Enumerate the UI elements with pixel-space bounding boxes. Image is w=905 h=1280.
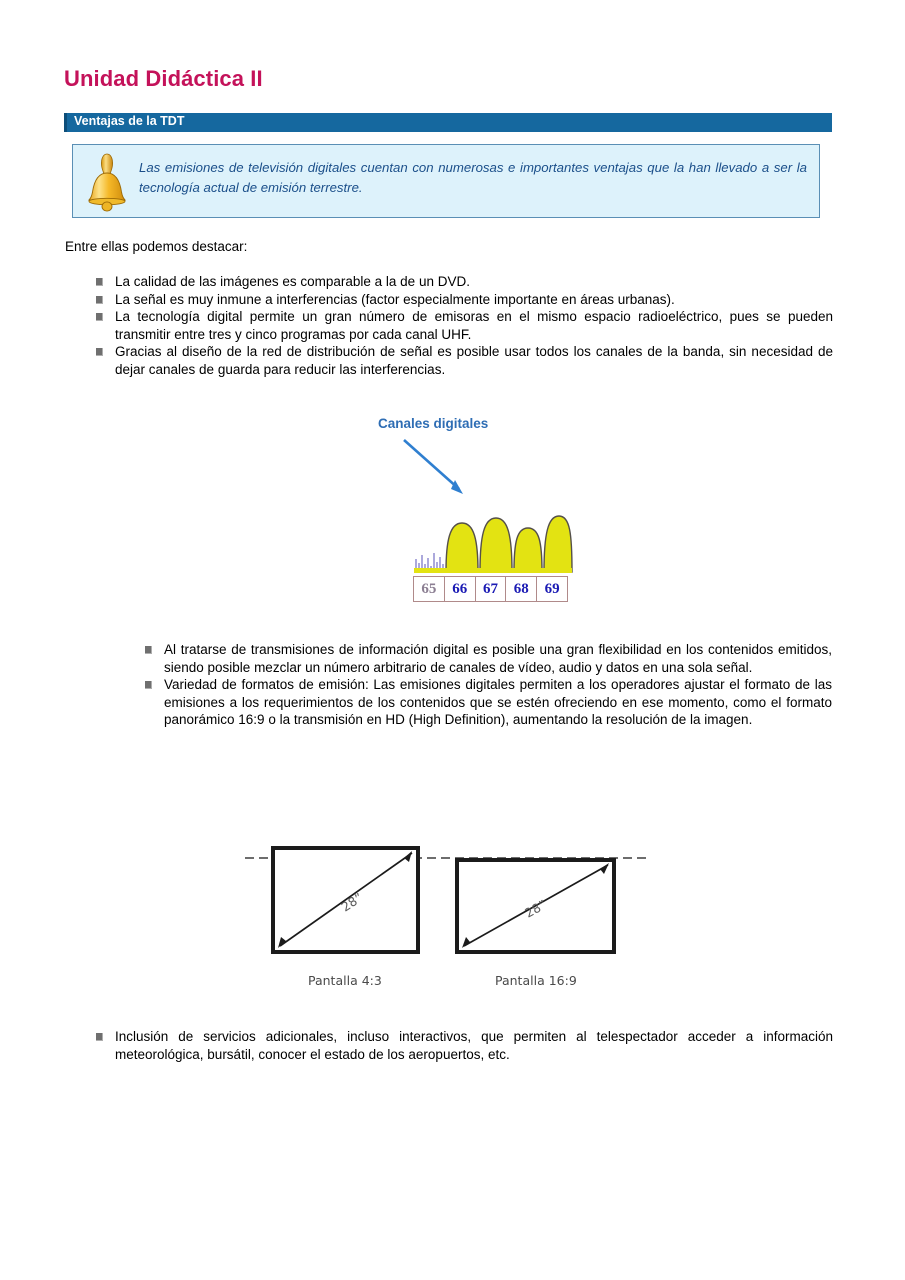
screen-aspect-graphic bbox=[240, 840, 660, 970]
list-item bbox=[93, 308, 833, 343]
spectrum-figure bbox=[366, 410, 581, 610]
square-bullet-icon bbox=[145, 681, 152, 689]
noise-floor bbox=[416, 553, 443, 569]
list-item-text: Al tratarse de transmisiones de información digital es posible una gran flexibilidad en los contenidos emitidos, siendo posible mezclar un número arbitrario de canales de vídeo, audio y datos en una sola señal. bbox=[164, 642, 832, 675]
spectrum-annotation-label: Canales digitales bbox=[378, 416, 489, 431]
section-heading-label: Ventajas de la TDT bbox=[74, 114, 185, 128]
callout-box bbox=[72, 144, 820, 218]
bullet-list-middle bbox=[142, 641, 832, 729]
bell-icon bbox=[85, 151, 129, 213]
list-item-text: Inclusión de servicios adicionales, incluso interactivos, que permiten al telespectador acceder a información meteorológica, bursátil, conocer el estado de los aeropuertos, etc. bbox=[115, 1029, 833, 1062]
list-item bbox=[142, 676, 832, 729]
square-bullet-icon bbox=[96, 348, 103, 356]
bullet-list-top bbox=[93, 273, 833, 378]
list-item-text: La calidad de las imágenes es comparable a la de un DVD. bbox=[115, 274, 470, 289]
bullet-list-bottom bbox=[93, 1028, 833, 1063]
list-item bbox=[93, 291, 833, 309]
square-bullet-icon bbox=[96, 296, 103, 304]
page-title: Unidad Didáctica II bbox=[64, 66, 263, 91]
channel-cell: 67 bbox=[476, 577, 507, 601]
section-heading-bar bbox=[64, 113, 832, 132]
list-item-text: Variedad de formatos de emisión: Las emisiones digitales permiten a los operadores ajustar el formato de las emisiones a los requerimientos de los contenidos que se estén ofreciendo en ese momento, como el formato panorámico 16:9 o la transmisión en HD (High Definition), aumentando la resolución de la imagen. bbox=[164, 677, 832, 727]
signal-humps bbox=[414, 516, 572, 572]
arrow-down-right-icon bbox=[404, 440, 463, 494]
intro-paragraph: Entre ellas podemos destacar: bbox=[65, 239, 248, 254]
screen-caption-16-9: Pantalla 16:9 bbox=[495, 973, 577, 988]
list-item-text: Gracias al diseño de la red de distribución de señal es posible usar todos los canales de la banda, sin necesidad de dejar canales de guarda para reducir las interferencias. bbox=[115, 344, 833, 377]
channel-cell: 69 bbox=[544, 581, 560, 597]
list-item bbox=[93, 1028, 833, 1063]
channel-cell: 66 bbox=[445, 577, 476, 601]
diagonal-label-16-9: 28” bbox=[522, 896, 550, 921]
screen-caption-4-3: Pantalla 4:3 bbox=[308, 973, 382, 988]
channel-cell: 65 bbox=[414, 577, 445, 601]
square-bullet-icon bbox=[145, 646, 152, 654]
list-item-text: La señal es muy inmune a interferencias (factor especialmente importante en áreas urbanas). bbox=[115, 291, 675, 307]
square-bullet-icon bbox=[96, 1033, 103, 1041]
list-item bbox=[93, 343, 833, 378]
callout-text: Las emisiones de televisión digitales cuentan con numerosas e importantes ventajas que la han llevado a ser la tecnología actual de emisión terrestre. bbox=[139, 160, 807, 195]
list-item bbox=[142, 641, 832, 676]
signal-baseline bbox=[414, 568, 572, 573]
channel-number-row bbox=[413, 576, 568, 602]
list-item-text: La tecnología digital permite un gran número de emisoras en el mismo espacio radioeléctrico, pues se pueden transmitir entre tres y cinco programas por cada canal UHF. bbox=[115, 309, 833, 342]
screen-aspect-figure bbox=[240, 840, 660, 1000]
diagonal-label-4-3: 28” bbox=[338, 889, 366, 915]
square-bullet-icon bbox=[96, 313, 103, 321]
list-item bbox=[93, 273, 833, 291]
channel-cell: 68 bbox=[506, 577, 537, 601]
square-bullet-icon bbox=[96, 278, 103, 286]
